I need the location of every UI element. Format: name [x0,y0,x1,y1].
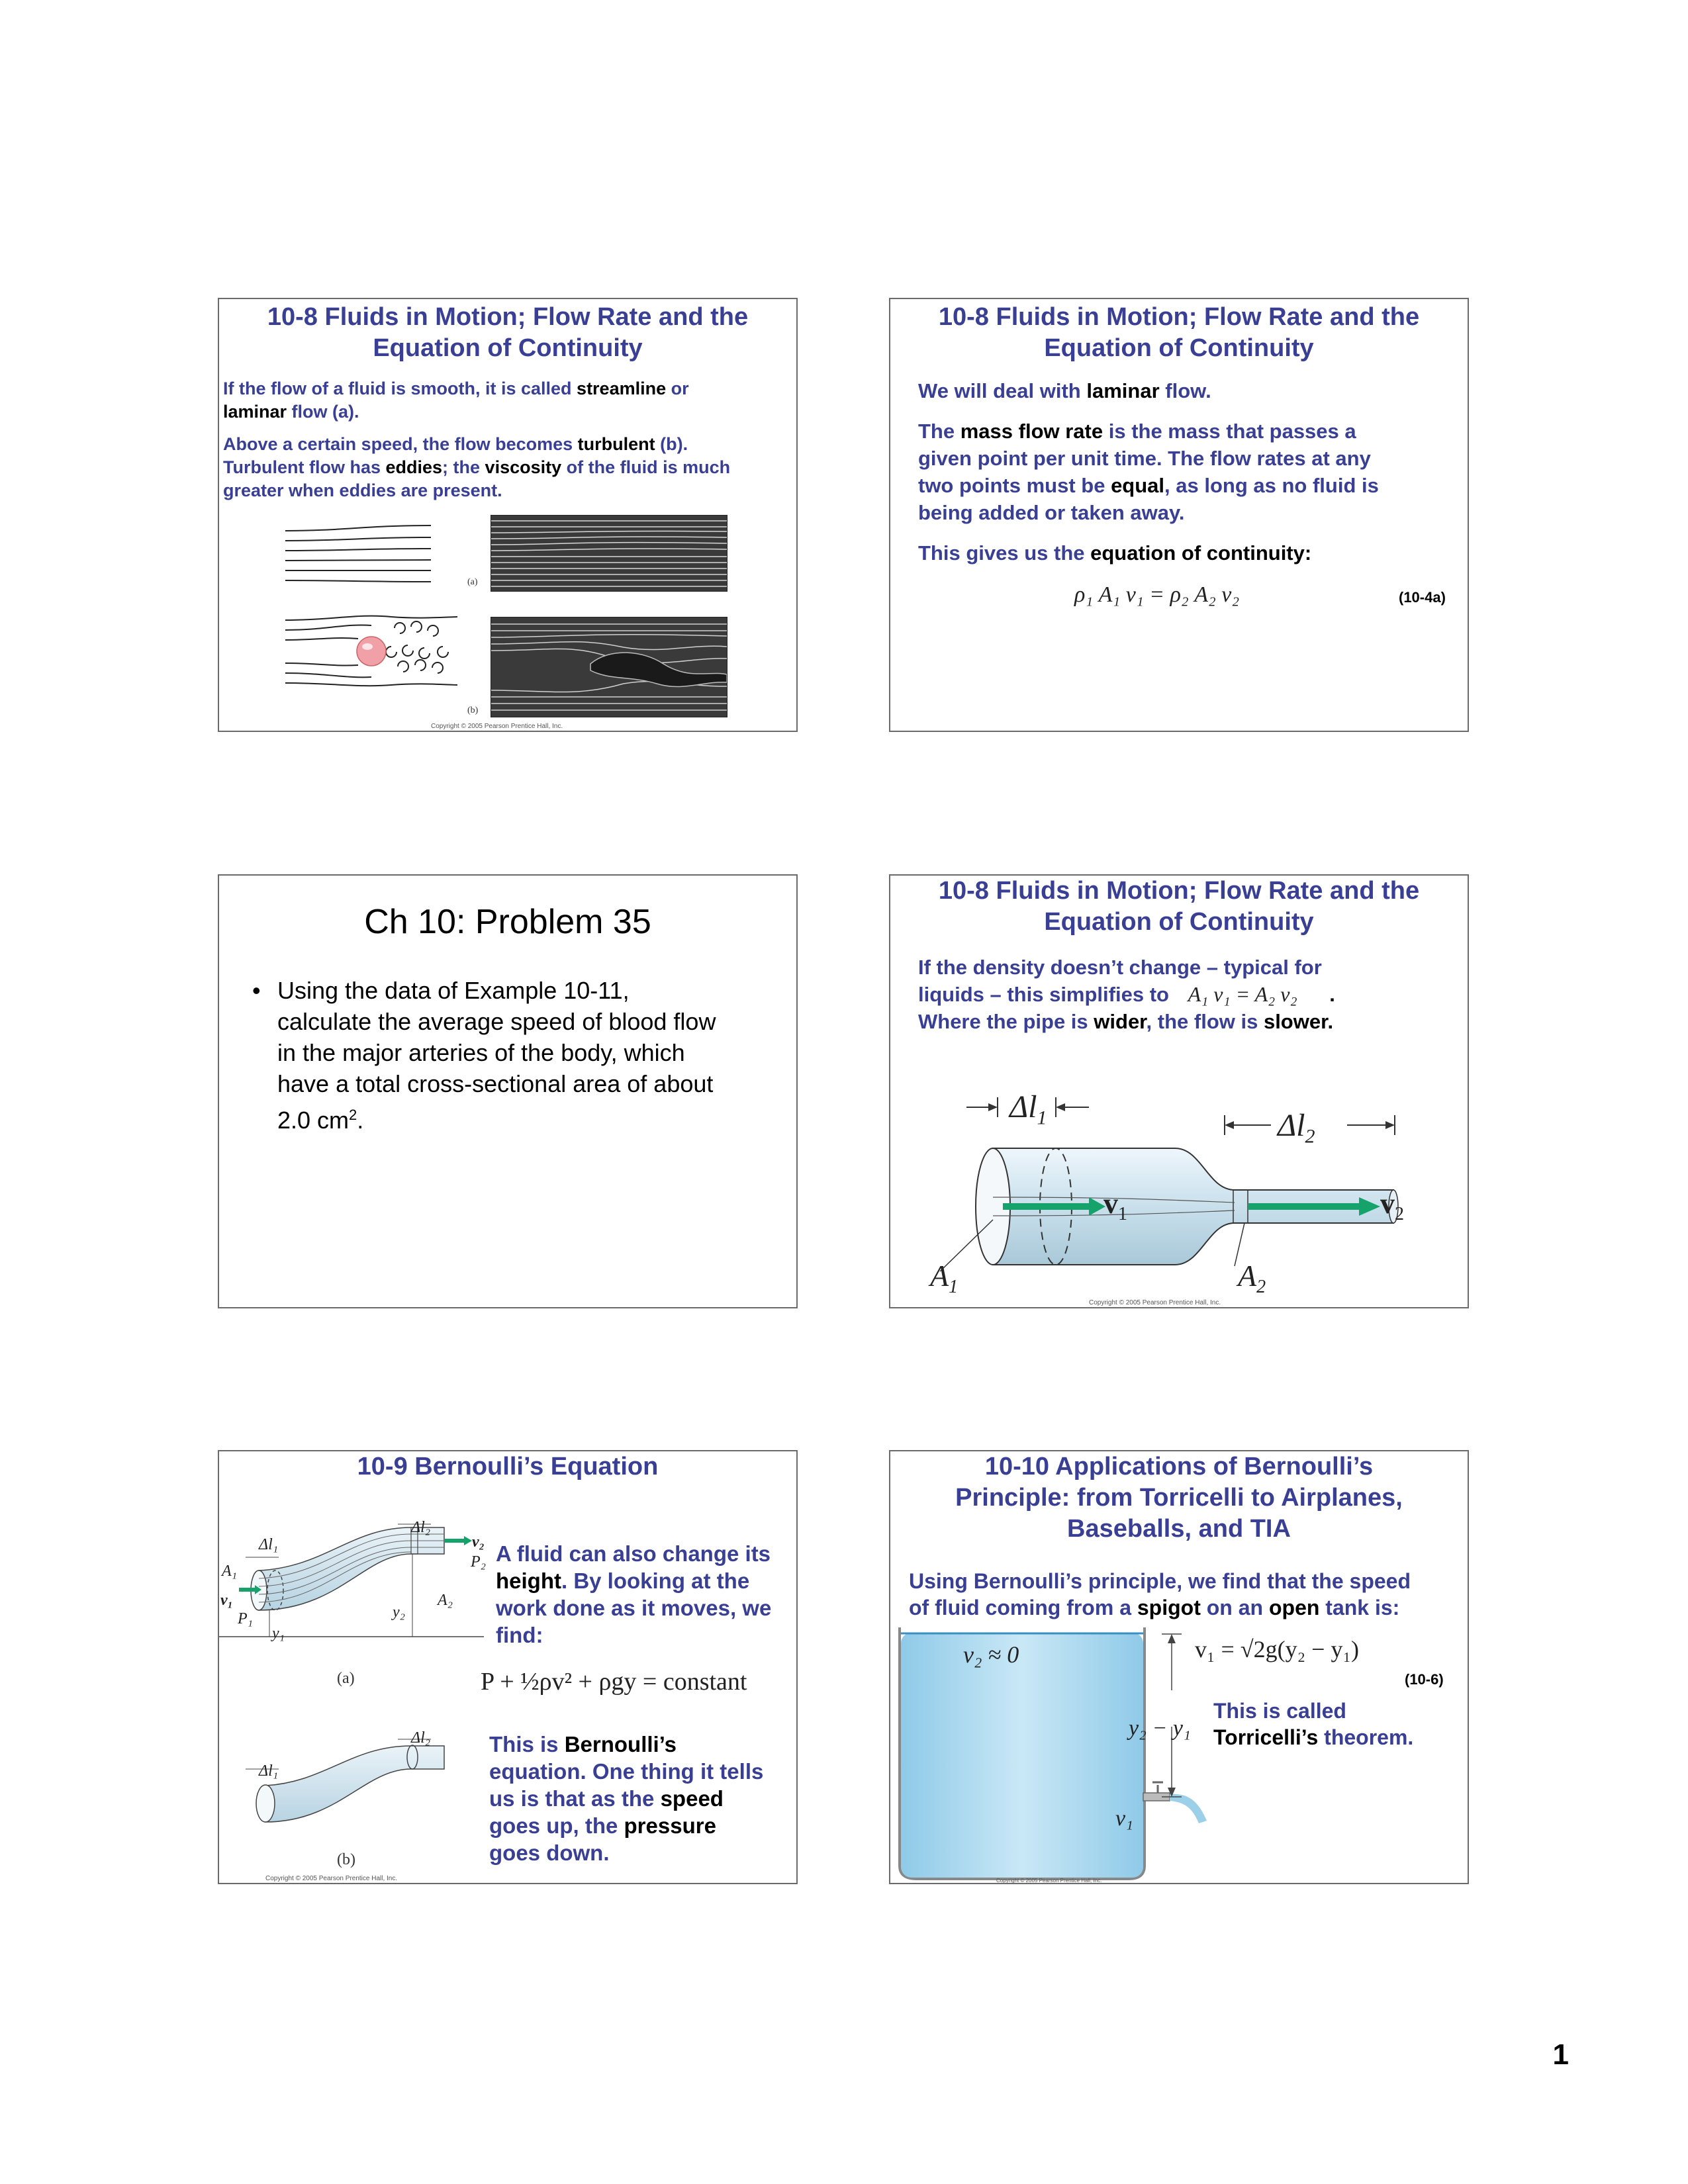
text: , the flow is [1146,1010,1264,1033]
text: being added or taken away. [918,501,1185,524]
slide-body [223,377,792,502]
text: flow (a). [287,402,359,422]
slide-bernoulli-equation [218,1450,798,1884]
label-P2: P₂ [471,1553,487,1570]
text: This is called [1213,1699,1346,1723]
simplified-equation: A₁ v₁ = A₂ v₂ [1188,982,1297,1006]
slide-fluids-in-motion-2 [889,298,1469,732]
title-line-2: Principle: from Torricelli to Airplanes, [955,1484,1403,1512]
slide-body-bottom [489,1731,794,1866]
text: (b). [655,434,688,454]
label-A2: A₂ [438,1592,453,1609]
title-line-1: 10-8 Fluids in Motion; Flow Rate and the [267,303,749,331]
turbulent-flow-photo [491,617,727,717]
term-turbulent: turbulent [577,434,655,454]
slide-fluids-in-motion-3 [889,874,1469,1308]
term-equation-of-continuity: equation of continuity [1090,541,1305,565]
text: calculate the average speed of blood flow [277,1008,716,1035]
label-A1 [930,1258,958,1298]
superscript: 2 [349,1107,357,1123]
text: in the major arteries of the body, which [277,1039,685,1066]
term-viscosity: viscosity [485,457,562,477]
term-laminar: laminar [1086,379,1160,402]
term-slower: slower [1263,1010,1328,1033]
text: Where the pipe is [918,1010,1094,1033]
text: v [1380,1187,1395,1220]
label-v1: v₁ [220,1592,234,1609]
text: on an [1200,1596,1269,1619]
text: . [1329,983,1335,1006]
label-v1: v₁ [1115,1806,1133,1831]
copyright-note: Copyright © 2005 Pearson Prentice Hall, Inc. [431,723,563,730]
torricelli-equation: v₁ = √2g(y₂ − y₁) [1195,1636,1359,1662]
text: flow. [1159,379,1211,402]
label-v2: v₂ [472,1533,485,1551]
title-line-2: Equation of Continuity [1044,908,1314,936]
label-A2 [1238,1258,1266,1298]
term-pressure: pressure [624,1813,716,1838]
text: Δl [1009,1089,1037,1124]
text: Δl [1278,1108,1305,1143]
figure-label-a: (a) [337,1670,355,1687]
text: . [357,1107,364,1134]
continuity-equation: ρ₁ A₁ v₁ = ρ₂ A₂ v₂ [1074,582,1240,607]
label-delta-l2-b: Δl₂ [411,1729,431,1747]
term-equal: equal [1111,474,1165,497]
bernoulli-equation: P + ½ρv² + ρgy = constant [481,1668,747,1696]
copyright-note: Copyright © 2005 Pearson Prentice Hall, Inc. [1089,1299,1221,1306]
term-spigot: spigot [1137,1596,1201,1619]
slide-title [890,302,1468,364]
text: equation. One thing it tells [489,1759,764,1784]
text: is the mass that passes a [1103,420,1356,443]
text: A [930,1259,949,1293]
laminar-flow-photo [491,515,727,592]
label-v1 [1103,1187,1127,1225]
text: : [1304,541,1312,565]
term-speed: speed [660,1786,724,1811]
title-line-3: Baseballs, and TIA [1067,1515,1291,1543]
subscript: 2 [1256,1277,1266,1298]
text: two points must be [918,474,1111,497]
slide-body-top [496,1540,794,1649]
label-v2 [1380,1187,1404,1225]
text: us is that as the [489,1786,661,1811]
text: . By looking at the [561,1569,750,1593]
figure-label-b: (b) [337,1851,355,1868]
copyright-note: Copyright © 2005 Pearson Prentice Hall, Inc. [265,1875,398,1882]
label-A1: A₁ [222,1563,238,1580]
page-number: 1 [1552,2038,1569,2071]
text: greater when eddies are present. [223,480,502,500]
text: Above a certain speed, the flow becomes [223,434,578,454]
pipe-continuity-diagram [890,876,1469,1308]
text: We will deal with [918,379,1087,402]
title-line-2: Equation of Continuity [1044,334,1314,362]
text: 2.0 cm [277,1107,350,1134]
text: This gives us the [918,541,1091,565]
slide-body [909,1568,1465,1621]
text: theorem. [1318,1725,1414,1749]
text: Using Bernoulli’s principle, we find that the speed [909,1569,1411,1593]
bullet-dot: • [252,977,261,1004]
text: . [1327,1010,1334,1033]
label-delta-l1: Δl₁ [259,1536,279,1553]
bernoulli-pipe-diagram [219,1524,497,1875]
subscript: 2 [1305,1125,1315,1148]
streamline-flow-diagram [285,518,471,590]
equation-number: (10-4a) [1399,589,1446,606]
label-P1: P₁ [238,1610,254,1627]
label-delta-l1-b: Δl₁ [259,1762,279,1780]
text: find: [496,1623,543,1647]
title-line-2: Equation of Continuity [373,334,643,362]
text: If the density doesn’t change – typical for [918,956,1322,979]
figure-label-a: (a) [467,577,478,587]
turbulent-flow-diagram [285,614,484,686]
title-line-1: 10-8 Fluids in Motion; Flow Rate and the [938,877,1420,905]
term-streamline: streamline [577,379,667,398]
slide-title [890,1451,1468,1545]
text: have a total cross-sectional area of about [277,1070,714,1097]
term-open: open [1268,1596,1320,1619]
label-height-difference: y₂ − y₁ [1129,1716,1191,1741]
slide-bernoulli-applications [889,1450,1469,1884]
slide-body [918,377,1461,567]
text: goes down. [489,1841,610,1865]
term-mass-flow-rate: mass flow rate [960,420,1103,443]
text: A [1238,1259,1257,1293]
label-y1: y₁ [272,1625,285,1642]
text: tank is: [1319,1596,1400,1619]
text: Using the data of Example 10-11, [277,977,630,1004]
text: ; the [442,457,485,477]
text: v [1103,1187,1118,1220]
copyright-note: Copyright © 2005 Pearson Prentice Hall, Inc. [996,1878,1102,1884]
text: The [918,420,961,443]
label-delta-l2: Δl₂ [411,1519,431,1536]
label-delta-l1 [1009,1089,1047,1130]
slide-problem-35 [218,874,798,1308]
term-torricelli: Torricelli’s [1213,1725,1319,1749]
slide-title: Ch 10: Problem 35 [364,903,651,941]
text: goes up, the [489,1813,624,1838]
text: given point per unit time. The flow rates at any [918,447,1371,470]
term-height: height [496,1569,561,1593]
text: , as long as no fluid is [1164,474,1379,497]
label-v2-approx-zero: v₂ ≈ 0 [963,1641,1019,1668]
equation-number: (10-6) [1405,1671,1444,1688]
problem-bullet [252,975,782,1136]
text: or [666,379,689,398]
subscript: 1 [1118,1203,1127,1224]
term-bernoulli: Bernoulli’s [564,1732,677,1756]
term-wider: wider [1094,1010,1147,1033]
subscript: 1 [949,1277,959,1298]
text: A fluid can also change its [496,1541,771,1566]
text: of fluid coming from a [909,1596,1137,1619]
text: Turbulent flow has [223,457,386,477]
term-laminar: laminar [223,402,287,422]
term-eddies: eddies [385,457,443,477]
text: liquids – this simplifies to [918,983,1169,1006]
torricelli-note [1213,1698,1413,1751]
figure-label-b: (b) [467,705,479,715]
text: If the flow of a fluid is smooth, it is called [223,379,577,398]
slide-fluids-in-motion-1 [218,298,798,732]
slide-title: 10-9 Bernoulli’s Equation [357,1453,659,1480]
text: This is [489,1732,565,1756]
text: of the fluid is much [561,457,731,477]
slide-title [219,302,796,364]
subscript: 1 [1037,1107,1047,1129]
subscript: 2 [1395,1203,1404,1224]
text: work done as it moves, we [496,1596,772,1620]
label-delta-l2 [1278,1107,1315,1148]
title-line-1: 10-10 Applications of Bernoulli’s [984,1453,1374,1480]
label-y2: y₂ [393,1604,405,1621]
title-line-1: 10-8 Fluids in Motion; Flow Rate and the [938,303,1420,331]
